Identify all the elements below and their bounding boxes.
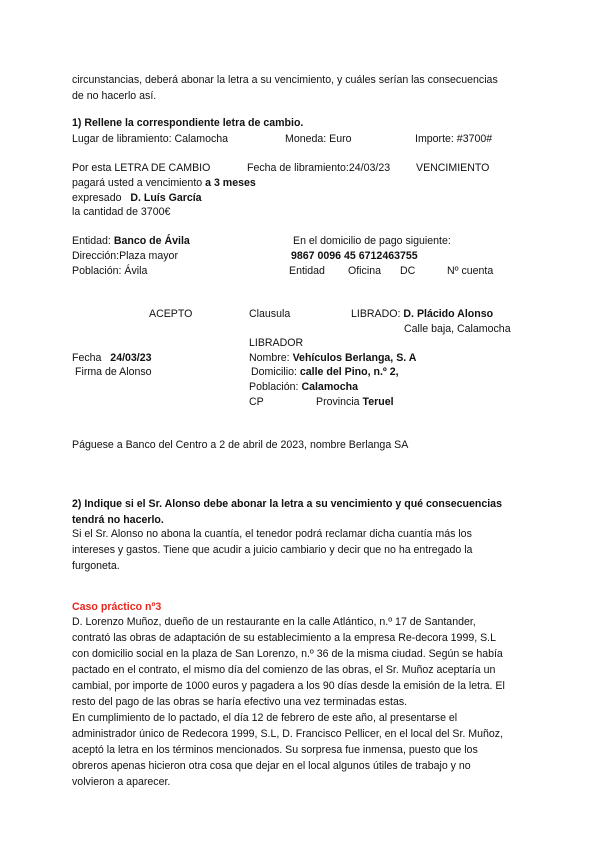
librado-direccion: Calle baja, Calamocha (404, 323, 511, 335)
nombre-value: Vehículos Berlanga, S. A (292, 352, 417, 364)
librado-line (351, 308, 493, 321)
provincia-value: Teruel (362, 396, 394, 408)
lugar-libramiento: Lugar de libramiento: Calamocha (72, 133, 229, 145)
q1-heading: 1) Rellene la correspondiente letra de cambio. (72, 117, 304, 129)
poblacion: Población: Ávila (72, 265, 148, 277)
col-dc: DC (400, 265, 416, 277)
caso-line: volvieron a aparecer. (72, 776, 171, 788)
cantidad: la cantidad de 3700€ (72, 206, 171, 218)
entidad-value: Banco de Ávila (113, 235, 190, 247)
q2-heading-line: tendrá no hacerlo. (72, 514, 164, 526)
por-esta-letra: Por esta LETRA DE CAMBIO (72, 162, 211, 174)
numero-cuenta: 9867 0096 45 6712463755 (291, 250, 418, 262)
intro-line: de no hacerlo así. (72, 90, 157, 102)
domicilio-value: calle del Pino, n.º 2, (299, 366, 399, 378)
cp-label: CP (249, 396, 264, 408)
caso-line: En cumplimiento de lo pactado, el día 12 de febrero de este año, al presentarse el (72, 712, 458, 724)
q2-answer-line: Si el Sr. Alonso no abona la cuantía, el tenedor podrá reclamar dicha cuantía más los (72, 528, 472, 540)
expresado-line (72, 192, 202, 205)
caso-line: pactado en el contrato, el mismo día del comienzo de las obras, el Sr. Muñoz aceptaría un (72, 664, 496, 676)
q2-answer-line: intereses y gastos. Tiene que acudir a juicio cambiario y decir que no ha entregado la (72, 544, 473, 556)
acepto-label: ACEPTO (149, 308, 193, 320)
provincia-label: Provincia (316, 396, 360, 408)
fecha-libramiento: Fecha de libramiento:24/03/23 (247, 162, 391, 174)
poblacion2-value: Calamocha (301, 381, 358, 393)
intro-line: circunstancias, deberá abonar la letra a su vencimiento, y cuáles serían las consecuencias (72, 74, 498, 86)
col-entidad: Entidad (289, 265, 325, 277)
pagara-value: a 3 meses (205, 177, 256, 189)
caso-line: con domicilio social en la plaza de San Lorenzo, n.º 36 de la misma ciudad. Según se había (72, 648, 503, 660)
poblacion2-label: Población: (249, 381, 299, 393)
caso-line: cambial, por importe de 1000 euros y pagadera a los 90 días desde la emisión de la letra. El (72, 680, 505, 692)
moneda: Moneda: Euro (285, 133, 352, 145)
firma-label: Firma de Alonso (75, 366, 152, 378)
q2-heading-line: 2) Indique si el Sr. Alonso debe abonar la letra a su vencimiento y qué consecuencias (72, 498, 502, 510)
librado-value: D. Plácido Alonso (403, 308, 494, 320)
poblacion2-line (249, 381, 358, 394)
q2-heading (72, 496, 532, 528)
caso-body (72, 614, 532, 790)
caso-line: contrató las obras de adaptación de su establecimiento a la empresa Re-decora 1999, S.L (72, 632, 497, 644)
librado-label: LIBRADO: (351, 308, 401, 320)
librador-label: LIBRADOR (249, 337, 304, 349)
caso-line: D. Lorenzo Muñoz, dueño de un restaurante en la calle Atlántico, n.º 17 de Santander, (72, 616, 476, 628)
caso-line: aceptó la letra en los términos mencionados. Su sorpresa fue inmensa, puesto que los (72, 744, 478, 756)
paguese-line: Páguese a Banco del Centro a 2 de abril de 2023, nombre Berlanga SA (72, 439, 409, 451)
caso-line: resto del pago de las obras se haría efectivo una vez terminadas estas. (72, 696, 408, 708)
caso-line: administrador único de Redecora 1999, S.L, D. Francisco Pellicer, en el local del Sr. Muñoz, (72, 728, 504, 740)
direccion: Dirección:Plaza mayor (72, 250, 178, 262)
pagara-line (72, 177, 256, 190)
expresado-value: D. Luís García (130, 192, 202, 204)
fecha-label: Fecha (72, 352, 102, 364)
clausula-label: Clausula (249, 308, 291, 320)
entidad-label: Entidad: (72, 235, 111, 247)
pagara-label: pagará usted a vencimiento (72, 177, 203, 189)
nombre-line (249, 352, 416, 365)
intro-paragraph (72, 72, 532, 104)
vencimiento-label: VENCIMIENTO (416, 162, 490, 174)
nombre-label: Nombre: (249, 352, 290, 364)
fecha-line (72, 352, 152, 365)
q2-answer-line: furgoneta. (72, 560, 120, 572)
importe: Importe: #3700# (415, 133, 493, 145)
fecha-value: 24/03/23 (110, 352, 152, 364)
domicilio-label: Domicilio: (251, 366, 297, 378)
col-oficina: Oficina (348, 265, 381, 277)
col-cuenta: Nº cuenta (447, 265, 494, 277)
caso-line: obreros apenas hicieron otra cosa que dejar en el local algunos útiles de trabajo y no (72, 760, 471, 772)
domicilio-line (251, 366, 399, 379)
domicilio-pago-label: En el domicilio de pago siguiente: (293, 235, 451, 247)
expresado-label: expresado (72, 192, 122, 204)
entidad-line (72, 235, 190, 248)
provincia-line (316, 396, 394, 409)
caso-title: Caso práctico nº3 (72, 601, 162, 613)
q2-answer (72, 526, 532, 574)
